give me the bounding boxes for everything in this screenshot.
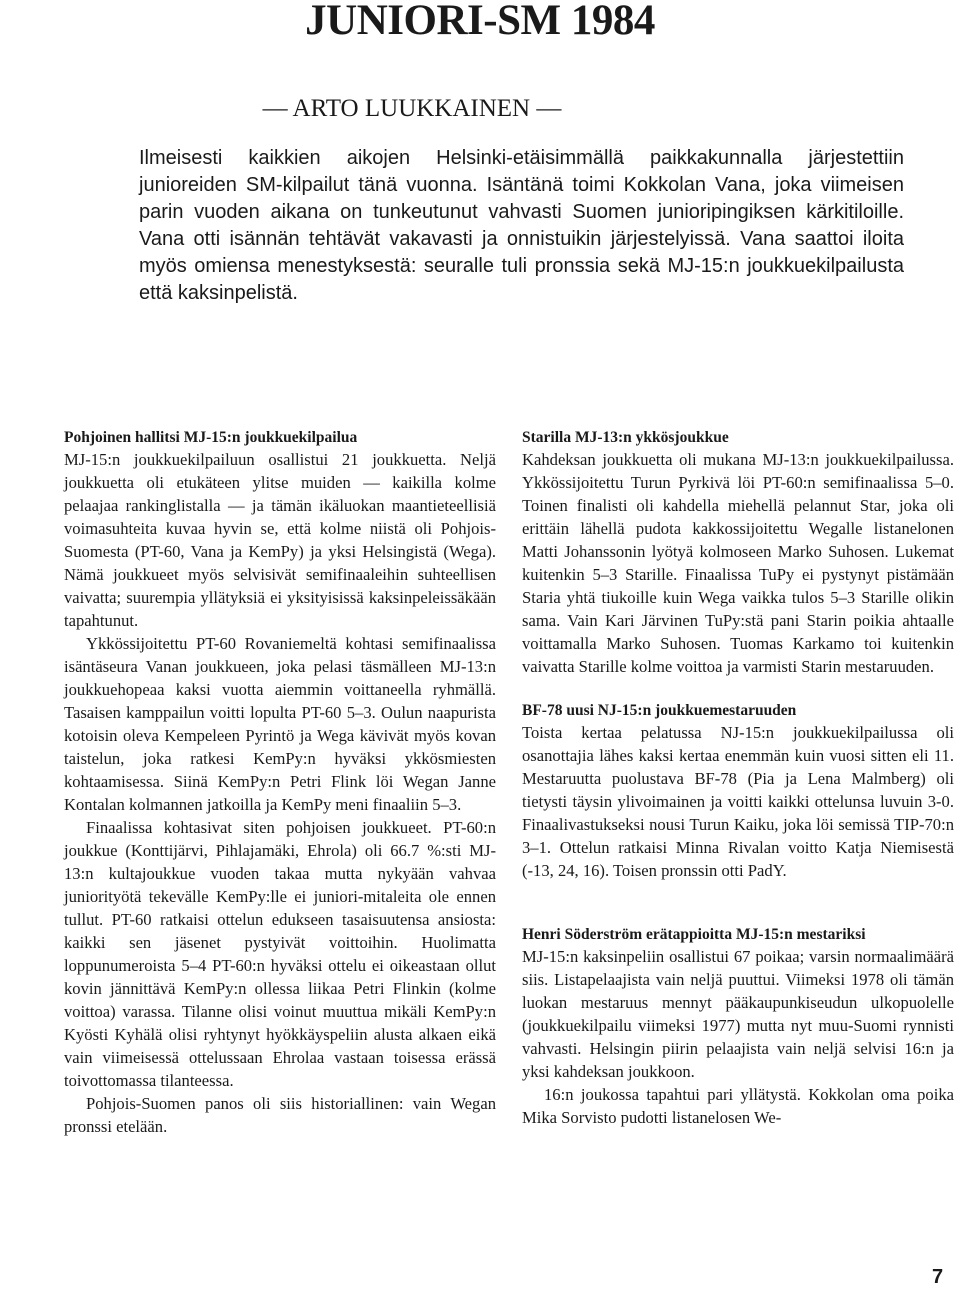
section-heading: Pohjoinen hallitsi MJ-15:n joukkuekilpailua	[64, 429, 358, 446]
body-paragraph: Ykkössijoitettu PT-60 Rovaniemeltä kohtasi semifinaalissa isäntäseura Vanan joukkueen, joka pelasi täsmälleen MJ-13:n joukkuehopeaa kaksi vuotta aiemmin voittaneella ryhmällä. Tasaisen kamppailun voitti lopulta PT-60 5–3. Oulun naapurista kotoisin oleva Kempeleen Pyrintö ja Wega kävivät myös kovan taistelun, joka ratkesi KemPy:n hyväksi ykkösmiesten kohtaamisessa. Siinä KemPy:n Petri Flink löi Wegan Janne Kontalan kolmannen jatkoilla ja KemPy meni finaaliin 5–3.	[64, 634, 496, 814]
body-paragraph: MJ-15:n kaksinpeliin osallistui 67 poikaa; varsin normaalimäärä siis. Listapelaajista vain neljä puuttui. Viimeksi 1978 oli tämän luokan mestaruus mennyt pääkaupunkiseudun ulkopuolelle (joukkuekilpailu viimeksi 1977) mutta nyt muu-Suomi rynnisti vahvasti. Helsingin piirin pelaajista vain neljä selvisi 16:n ja yksi kahdeksan joukkoon.	[522, 947, 954, 1081]
right-column	[522, 427, 954, 1129]
body-paragraph: Toista kertaa pelatussa NJ-15:n joukkuekilpailussa oli osanottajia lähes kaksi kertaa enemmän kuin vuosi sitten eli 11. Mestaruutta puolustava BF-78 (Pia ja Lena Malmberg) oli tietysti täysin ylivoimainen ja voitti kaikki ottelunsa luvuin 3-0. Finaalivastukseksi nousi Turun Kaiku, joka löi semissä TIP-70:n 3–1. Ottelun ratkaisi Minna Rivalan voitto Katja Niemisestä (-13, 24, 16). Toisen pronssin otti PadY.	[522, 723, 954, 880]
body-paragraph: Kahdeksan joukkuetta oli mukana MJ-13:n joukkuekilpailussa. Ykkössijoitettu Turun Pyrkivä löi PT-60:n semifinaalissa 5–0. Toinen finalisti oli kahdella miehellä pelannut Star, joka oli erittäin lähellä pudota kakkossijoitettu Wegalle listanelonen Matti Johanssonin lyötyä kolmoseen Marko Suhosen. Lukemat kuitenkin 5–3 Starille. Finaalissa TuPy ei pystynyt pistämään Staria yhtä tiukoille kuin Wega vaikka tulos 5–3 Starille olikin sama. Vain Kari Järvinen TuPy:stä pani Starin poikia ahtaalle voittamalla Marko Suhosen. Tuomas Karkamo toi kuitenkin vaivatta Starille kolme voittoa ja varmisti Starin mestaruuden.	[522, 450, 954, 676]
left-column	[64, 427, 496, 1138]
author-byline: — ARTO LUUKKAINEN —	[262, 95, 562, 122]
article-title: JUNIORI-SM 1984	[305, 0, 655, 44]
section-heading: Starilla MJ-13:n ykkösjoukkue	[522, 429, 729, 446]
body-paragraph: 16:n joukossa tapahtui pari yllätystä. Kokkolan oma poika Mika Sorvisto pudotti listanelosen We-	[522, 1085, 954, 1127]
body-paragraph: Pohjois-Suomen panos oli siis historiallinen: vain Wegan pronssi etelään.	[64, 1094, 496, 1136]
lead-paragraph: Ilmeisesti kaikkien aikojen Helsinki-etäisimmällä paikkakunnalla järjestettiin junioreiden SM-kilpailut tänä vuonna. Isäntänä toimi Kokkolan Vana, joka viimeisen parin vuoden aikana on tunkeutunut vahvasti Suomen junioripingiksen kärkitiloille. Vana otti isännän tehtävät vakavasti ja onnistuikin järjestelyissä. Vana saattoi iloita myös omiensa menestyksestä: seuralle tuli pronssia sekä MJ-15:n joukkuekilpailusta että kaksinpelistä.	[139, 147, 904, 304]
section-heading: BF-78 uusi NJ-15:n joukkuemestaruuden	[522, 702, 797, 719]
section-heading: Henri Söderström erätappioitta MJ-15:n mestariksi	[522, 926, 866, 943]
body-paragraph: MJ-15:n joukkuekilpailuun osallistui 21 joukkuetta. Neljä joukkuetta oli etukäteen ylitse muiden — kaikilla kolme pelaajaa rankinglistalla — ja tämän ikäluokan maantieteellisiä voimasuhteita kuvaa hyvin se, että kolme niistä oli Pohjois-Suomesta (PT-60, Vana ja KemPy) ja yksi Helsingistä (Wega). Nämä joukkueet myös selvisivät semifinaaleihin suhteellisen vaivatta; suurempia yllätyksiä ei yksityisissä kaksinpeleissäkään tapahtunut.	[64, 450, 496, 630]
body-paragraph: Finaalissa kohtasivat siten pohjoisen joukkueet. PT-60:n joukkue (Konttijärvi, Pihlajamäki, Ehrola) oli 66.7 %:sti MJ-13:n kultajoukkue vuoden takaa mutta nykyään vahvaa juniorityötä tekevälle KemPy:lle ei juniori-mitaleita ole ennen tullut. PT-60 ratkaisi ottelun edukseen tasaisuutensa ansiosta: kaikki sen jäsenet pystyivät voittoihin. Huolimatta loppunumeroista 5–4 PT-60:n hyväksi ottelu ei oikeastaan ollut kovin jännittävä KemPy:n ollessa liikaa Petri Flinkin (kolme voittoa) varassa. Tilanne olisi voinut muuttua mikäli KemPy:n Kyösti Kyhälä olisi ryhtynyt hyökkäyspeliin alusta alkaen eikä vain viimeisessä ottelussaan Ehrolaa vastaan toisessa erässä toivottomassa tilanteessa.	[64, 818, 496, 1090]
page-number: 7	[932, 1266, 944, 1288]
